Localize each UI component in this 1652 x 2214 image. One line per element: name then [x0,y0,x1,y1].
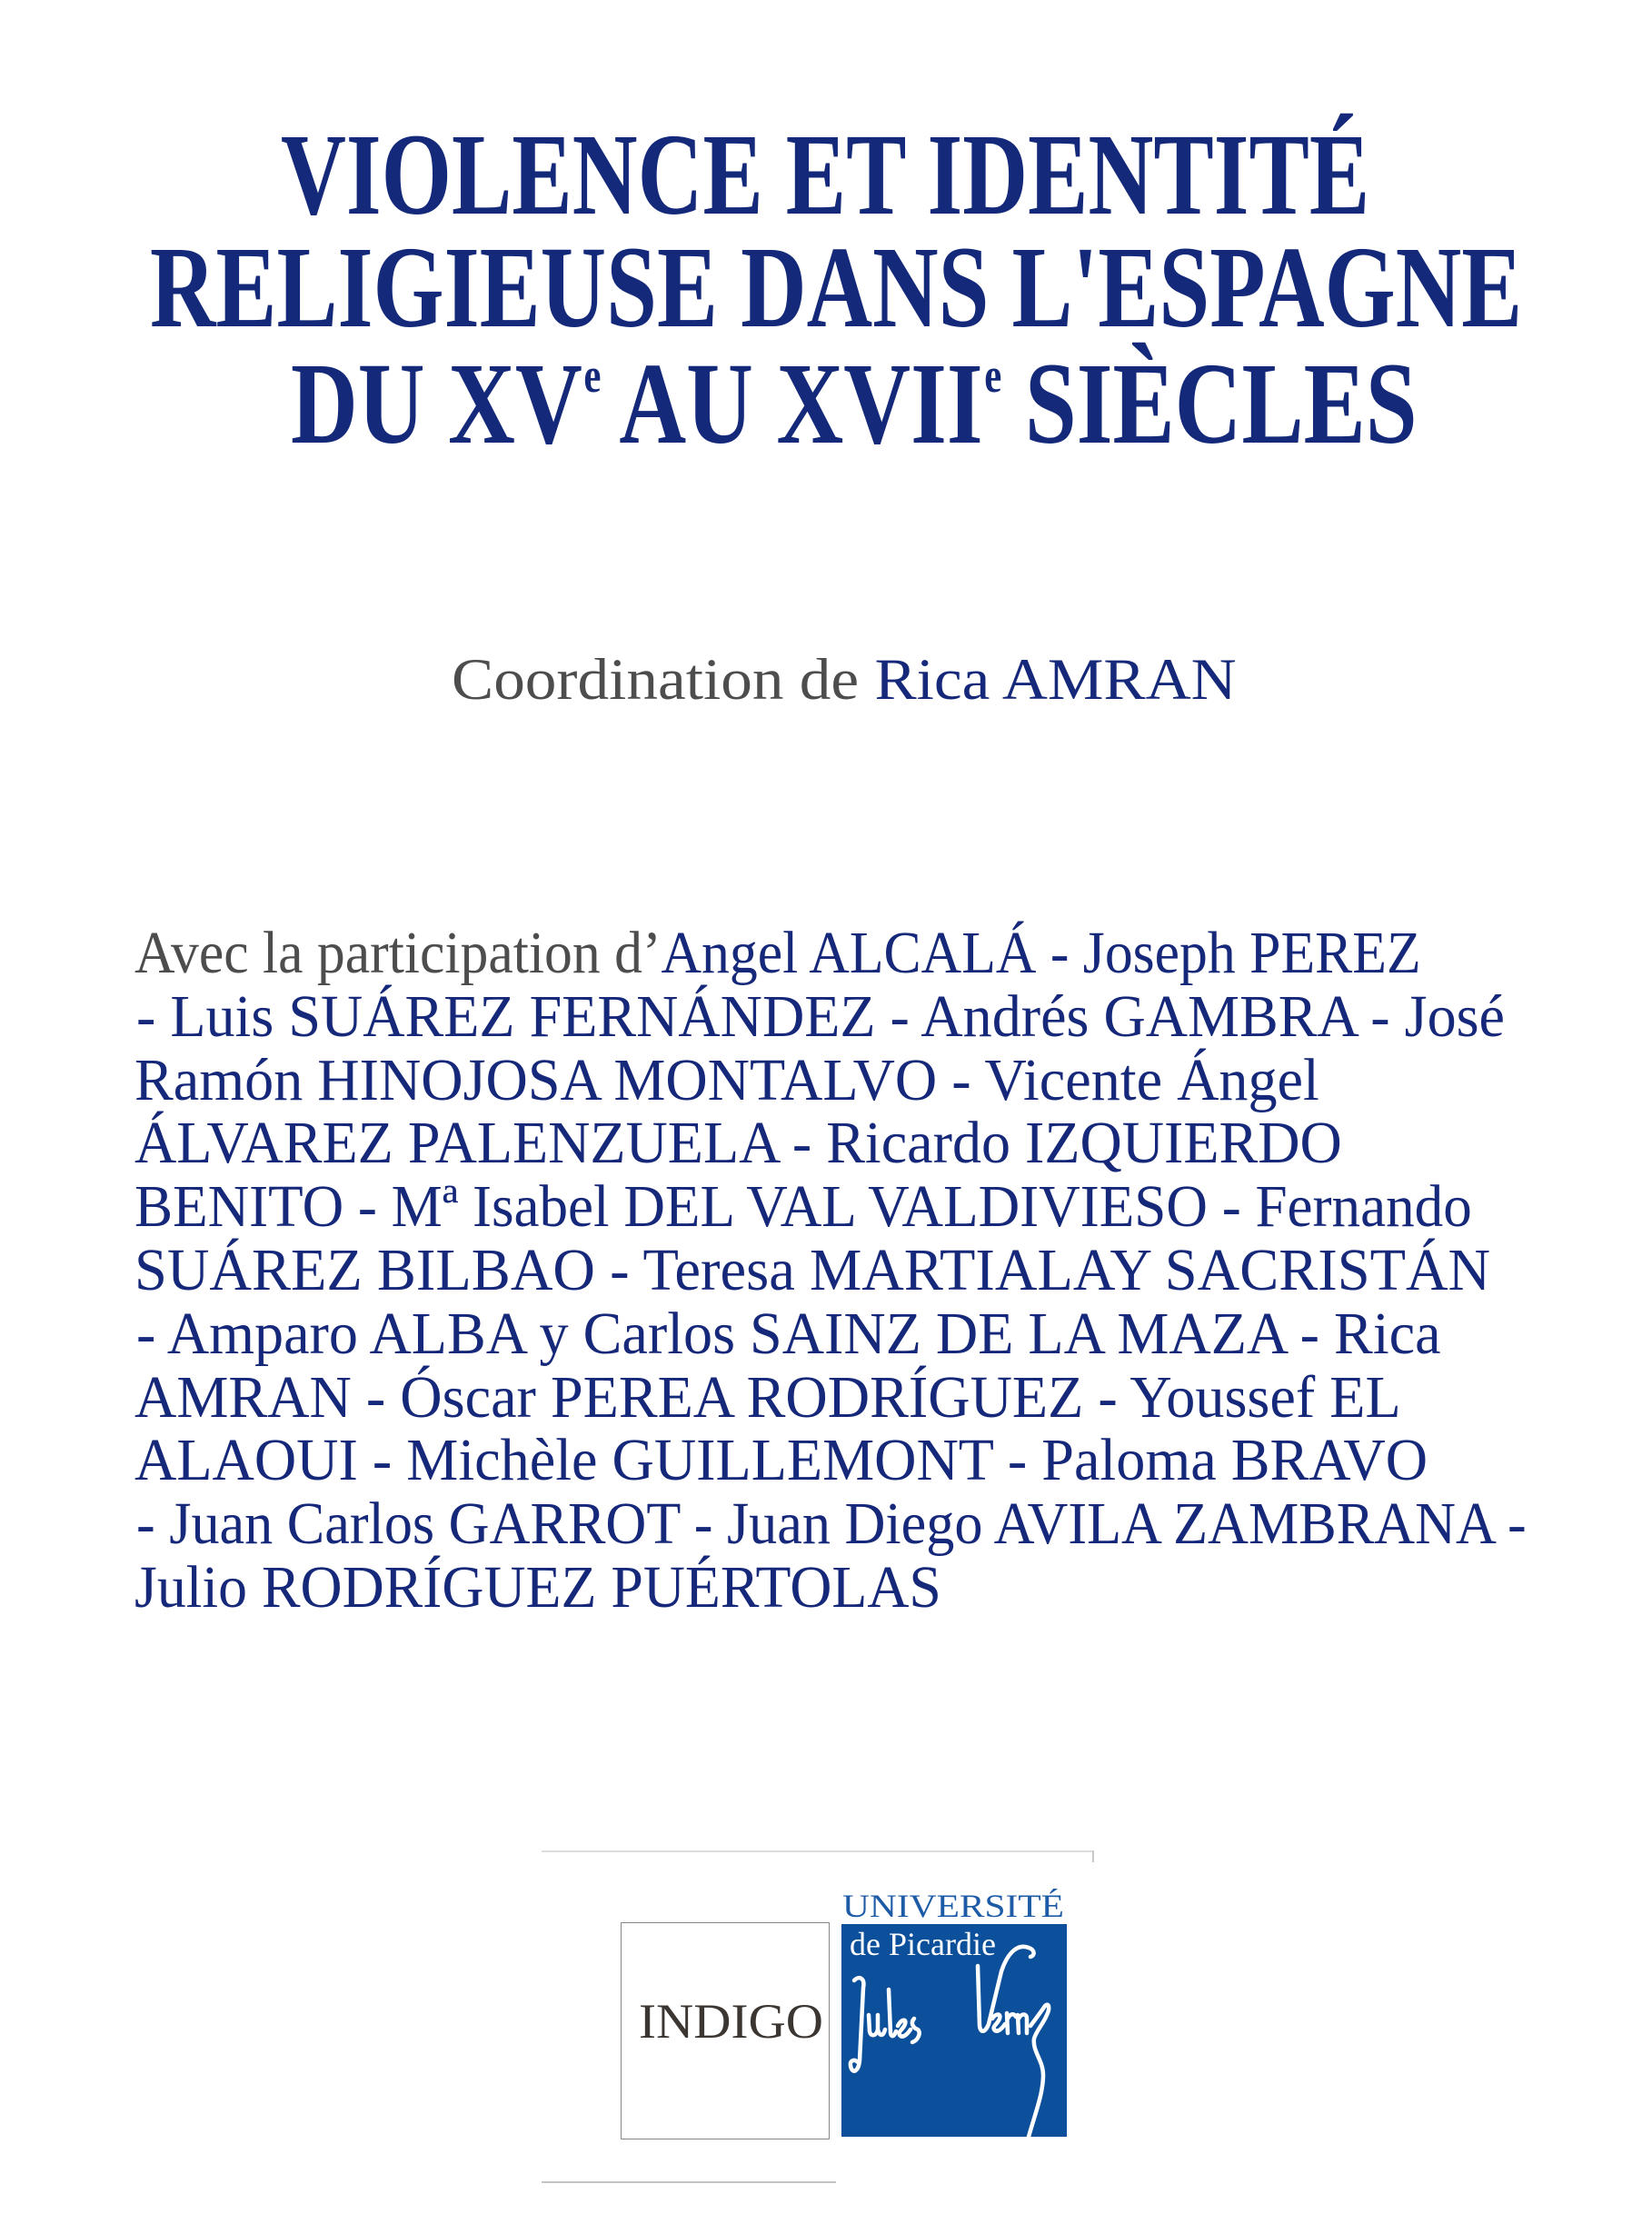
title-text-du-xv: DU XV [291,339,582,468]
participants-line [134,920,1421,986]
coordination-label: Coordination de [452,647,875,713]
logo-frame-bottom-rule [542,2181,836,2183]
title-text-siecles: SIÈCLES [1001,339,1418,468]
participants-line: - Juan Carlos GARROT - Juan Diego AVILA ZAMBRANA - [136,1491,1527,1557]
university-logo [841,1924,1067,2137]
participants-line: SUÁREZ BILBAO - Teresa MARTIALAY SACRISTÁN [134,1237,1491,1303]
title-superscript-e: e [984,347,1002,403]
participants-line: ÁLVAREZ PALENZUELA - Ricardo IZQUIERDO [134,1110,1342,1176]
coordination-line [452,647,1237,713]
logo-frame-top-rule [542,1850,1093,1852]
jules-verne-signature-icon [841,1924,1067,2137]
title-text-au-xvii: AU XVII [601,339,983,468]
logo-frame-corner-tick [1092,1850,1094,1862]
participants-line: ALAOUI - Michèle GUILLEMONT - Paloma BRAVO [134,1427,1428,1493]
university-logo-subtitle: de Picardie [850,1926,996,1962]
coordinator-name: Rica AMRAN [874,647,1237,713]
title-line-3 [291,339,1418,468]
participants-line: - Amparo ALBA y Carlos SAINZ DE LA MAZA - Rica [136,1301,1441,1367]
title-superscript-e: e [583,347,602,403]
participants-line: AMRAN - Óscar PEREA RODRÍGUEZ - Youssef EL [134,1364,1401,1431]
participants-line: Julio RODRÍGUEZ PUÉRTOLAS [134,1554,941,1621]
participants-label: Avec la participation d’ [134,920,662,986]
participants-names: Angel ALCALÁ - Joseph PEREZ [661,920,1421,986]
title-line-2: RELIGIEUSE DANS L'ESPAGNE [150,223,1523,352]
title-line-1: VIOLENCE ET IDENTITÉ [281,110,1370,239]
participants-line: Ramón HINOJOSA MONTALVO - Vicente Ángel [134,1047,1319,1113]
participants-line: BENITO - Mª Isabel DEL VAL VALDIVIESO - Fernando [134,1173,1472,1240]
participants-line: - Luis SUÁREZ FERNÁNDEZ - Andrés GAMBRA - José [136,983,1505,1050]
indigo-logo [621,1922,830,2139]
university-logo-title: UNIVERSITÉ [842,1888,1064,1924]
indigo-logo-text: INDIGO [639,1994,823,2049]
